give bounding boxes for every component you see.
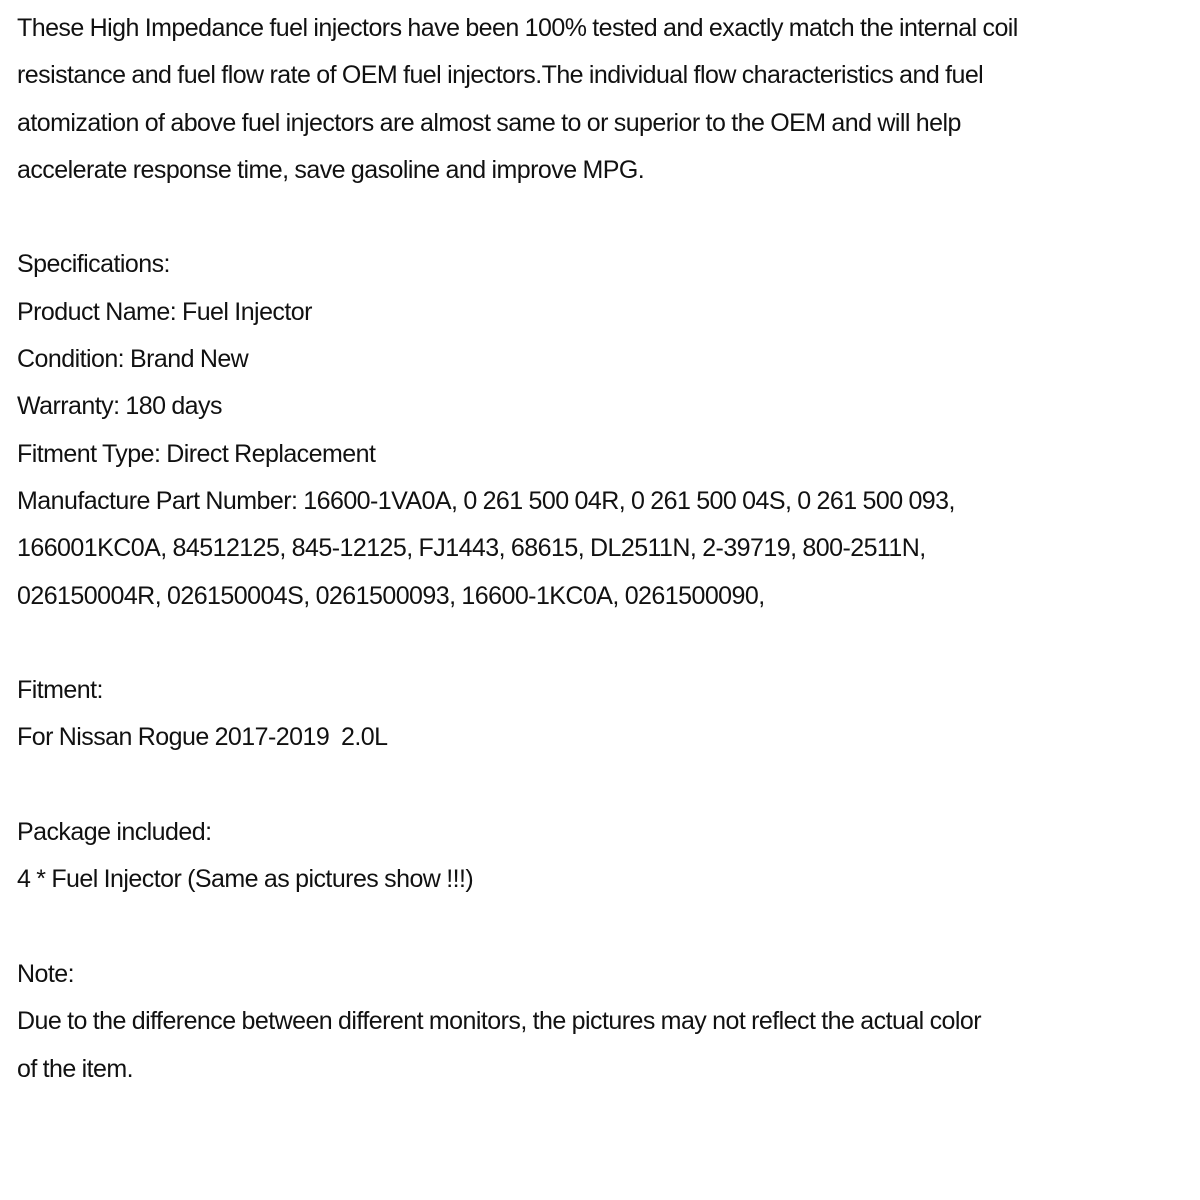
intro-line-4: accelerate response time, save gasoline and improve MPG. [17,155,645,184]
intro-line-3: atomization of above fuel injectors are almost same to or superior to the OEM and will help [17,108,961,137]
fitment-heading: Fitment: [17,676,103,705]
intro-line-2: resistance and fuel flow rate of OEM fuel injectors.The individual flow characteristics and fuel [17,61,984,90]
fitment-vehicle: For Nissan Rogue 2017-2019 2.0L [17,723,388,752]
intro-line-1: These High Impedance fuel injectors have been 100% tested and exactly match the internal coil [17,14,1018,42]
spec-part-number-line-3: 026150004R, 026150004S, 0261500093, 16600-1KC0A, 0261500090, [17,581,765,610]
section-spacer [17,904,1187,951]
spec-product-name: Product Name: Fuel Injector [17,297,312,326]
spec-part-number-line-2: 166001KC0A, 84512125, 845-12125, FJ1443, 68615, DL2511N, 2-39719, 800-2511N, [17,534,926,563]
note-section [17,951,1187,1093]
note-line-2: of the item. [17,1054,134,1083]
fitment-section [17,667,1187,762]
section-spacer [17,762,1187,809]
specifications-heading: Specifications: [17,250,170,279]
section-spacer [17,620,1187,667]
package-section [17,809,1187,904]
specifications-section [17,241,1187,619]
package-heading: Package included: [17,818,212,847]
note-heading: Note: [17,959,75,988]
spec-condition: Condition: Brand New [17,345,249,374]
intro-section [17,5,1187,194]
note-line-1: Due to the difference between different monitors, the pictures may not reflect the actual color [17,1007,982,1036]
package-contents: 4 * Fuel Injector (Same as pictures show !!!) [17,865,474,894]
spec-warranty: Warranty: 180 days [17,392,222,421]
section-spacer [17,194,1187,241]
spec-part-number-line-1: Manufacture Part Number: 16600-1VA0A, 0 261 500 04R, 0 261 500 04S, 0 261 500 093, [17,486,955,515]
product-description [17,5,1187,1093]
spec-fitment-type: Fitment Type: Direct Replacement [17,439,376,468]
